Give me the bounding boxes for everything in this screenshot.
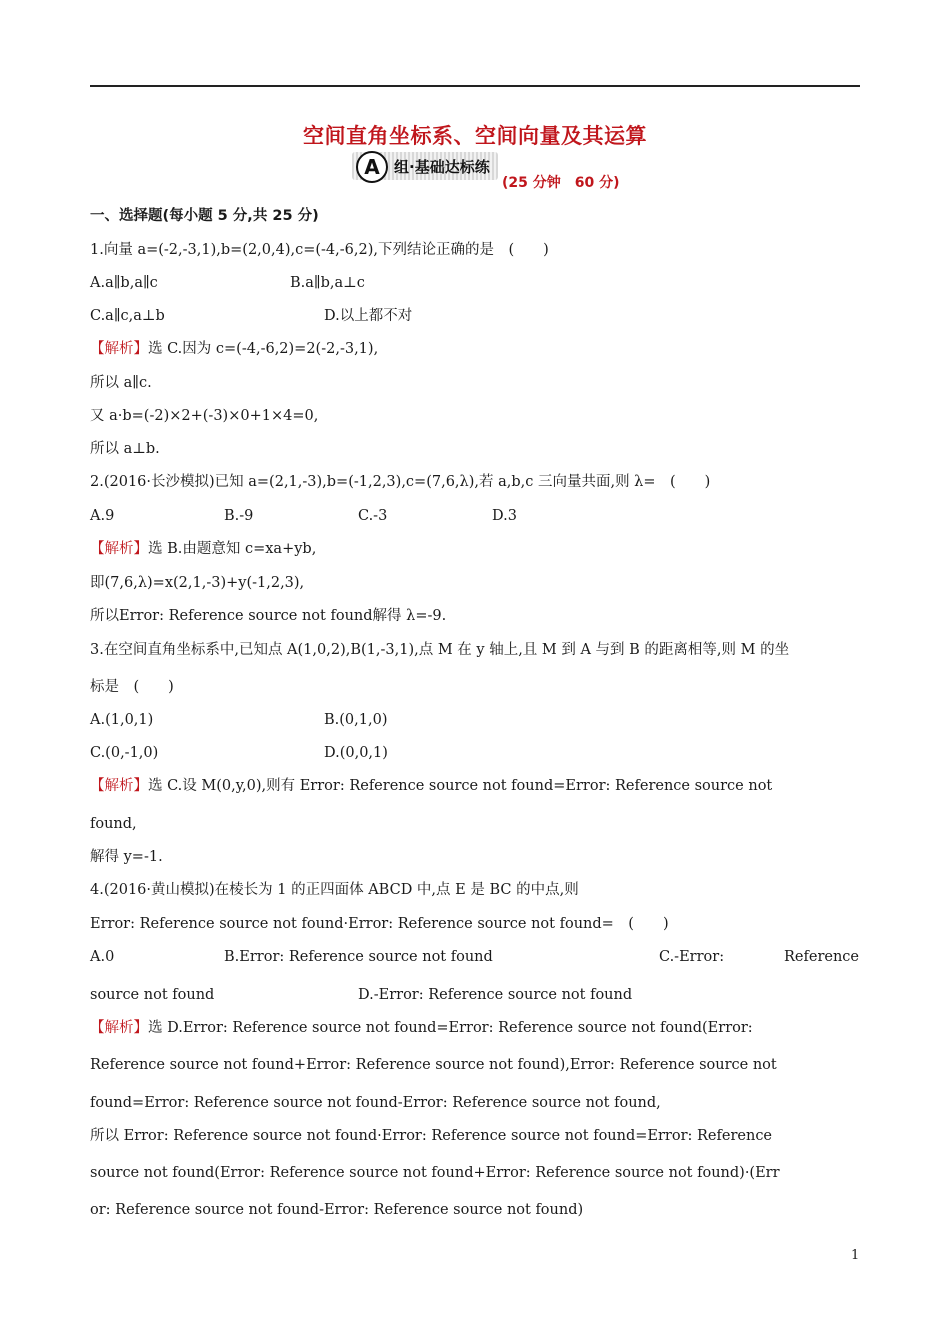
option-d: D.(0,0,1) bbox=[324, 745, 388, 761]
analysis-text: or: Reference source not found-Error: Reference source not found) bbox=[90, 1202, 584, 1218]
option-c: C.-3 bbox=[358, 508, 388, 524]
question-2-stem: 2.(2016·长沙模拟)已知 a=(2,1,-3),b=(-1,2,3),c=(7,6,λ),若 a,b,c 三向量共面,则 λ= ( ) bbox=[90, 474, 711, 490]
analysis-text: 即(7,6,λ)=x(2,1,-3)+y(-1,2,3), bbox=[90, 575, 305, 591]
option-a: A.a∥b,a∥c bbox=[90, 275, 158, 291]
analysis-text: found, bbox=[90, 816, 137, 832]
option-c: C.a∥c,a⊥b bbox=[90, 308, 165, 324]
section-heading: 一、选择题(每小题 5 分,共 25 分) bbox=[90, 208, 319, 224]
analysis-text: 解得 y=-1. bbox=[90, 849, 163, 865]
analysis-text: found=Error: Reference source not found-Error: Reference source not found, bbox=[90, 1095, 661, 1111]
page-number: 1 bbox=[851, 1248, 860, 1263]
analysis-text: 选 C.设 M(0,y,0),则有 Error: Reference source not found=Error: Reference source not bbox=[148, 778, 773, 794]
option-b: B.-9 bbox=[224, 508, 254, 524]
question-3-stem: 3.在空间直角坐标系中,已知点 A(1,0,2),B(1,-3,1),点 M 在 y 轴上,且 M 到 A 与到 B 的距离相等,则 M 的坐 bbox=[90, 642, 790, 658]
option-c: C.-Error: bbox=[659, 949, 725, 965]
option-c-cont: source not found bbox=[90, 987, 215, 1003]
option-a: A.9 bbox=[90, 508, 115, 524]
analysis-text: 选 C.因为 c=(-4,-6,2)=2(-2,-3,1), bbox=[148, 341, 379, 357]
analysis-text: 所以 a∥c. bbox=[90, 375, 152, 391]
option-b: B.(0,1,0) bbox=[324, 712, 388, 728]
question-4-analysis bbox=[90, 1018, 860, 1038]
analysis-text: 选 D.Error: Reference source not found=Error: Reference source not found(Error: bbox=[148, 1020, 753, 1036]
group-label: 组·基础达标练 bbox=[394, 158, 490, 176]
question-1-analysis bbox=[90, 339, 860, 359]
analysis-tag: 【解析】 bbox=[90, 778, 148, 794]
analysis-text: 又 a·b=(-2)×2+(-3)×0+1×4=0, bbox=[90, 408, 319, 424]
question-3-analysis bbox=[90, 776, 860, 796]
option-d: D.以上都不对 bbox=[324, 308, 413, 324]
analysis-text: 所以 a⊥b. bbox=[90, 441, 160, 457]
question-4-stem: 4.(2016·黄山模拟)在棱长为 1 的正四面体 ABCD 中,点 E 是 BC 的中点,则 bbox=[90, 882, 579, 898]
option-c-cont: Reference bbox=[784, 949, 859, 965]
analysis-text: 选 B.由题意知 c=xa+yb, bbox=[148, 541, 317, 557]
option-c: C.(0,-1,0) bbox=[90, 745, 159, 761]
page-title: 空间直角坐标系、空间向量及其运算 bbox=[303, 124, 647, 148]
question-2-analysis bbox=[90, 539, 860, 559]
option-a: A.0 bbox=[90, 949, 115, 965]
question-1-stem: 1.向量 a=(-2,-3,1),b=(2,0,4),c=(-4,-6,2),下列结论正确的是 ( ) bbox=[90, 242, 549, 258]
option-b: B.a∥b,a⊥c bbox=[290, 275, 365, 291]
analysis-tag: 【解析】 bbox=[90, 341, 148, 357]
option-d: D.3 bbox=[492, 508, 517, 524]
analysis-text: source not found(Error: Reference source not found+Error: Reference source not found)·(Err bbox=[90, 1165, 780, 1181]
question-3-stem-cont: 标是 ( ) bbox=[90, 679, 174, 695]
group-banner bbox=[352, 152, 652, 191]
analysis-text: 所以 Error: Reference source not found·Error: Reference source not found=Error: Reference bbox=[90, 1128, 773, 1144]
analysis-tag: 【解析】 bbox=[90, 541, 148, 557]
analysis-text: Reference source not found+Error: Reference source not found),Error: Reference source not bbox=[90, 1057, 777, 1073]
question-4-stem-cont: Error: Reference source not found·Error: Reference source not found= ( ) bbox=[90, 916, 669, 932]
option-d: D.-Error: Reference source not found bbox=[358, 987, 633, 1003]
group-letter-icon: A bbox=[356, 151, 388, 183]
analysis-tag: 【解析】 bbox=[90, 1020, 148, 1036]
group-time: (25 分钟 60 分) bbox=[502, 175, 620, 191]
top-rule bbox=[90, 85, 860, 87]
analysis-text: 所以Error: Reference source not found解得 λ=-9. bbox=[90, 608, 447, 624]
option-b: B.Error: Reference source not found bbox=[224, 949, 493, 965]
option-a: A.(1,0,1) bbox=[90, 712, 154, 728]
